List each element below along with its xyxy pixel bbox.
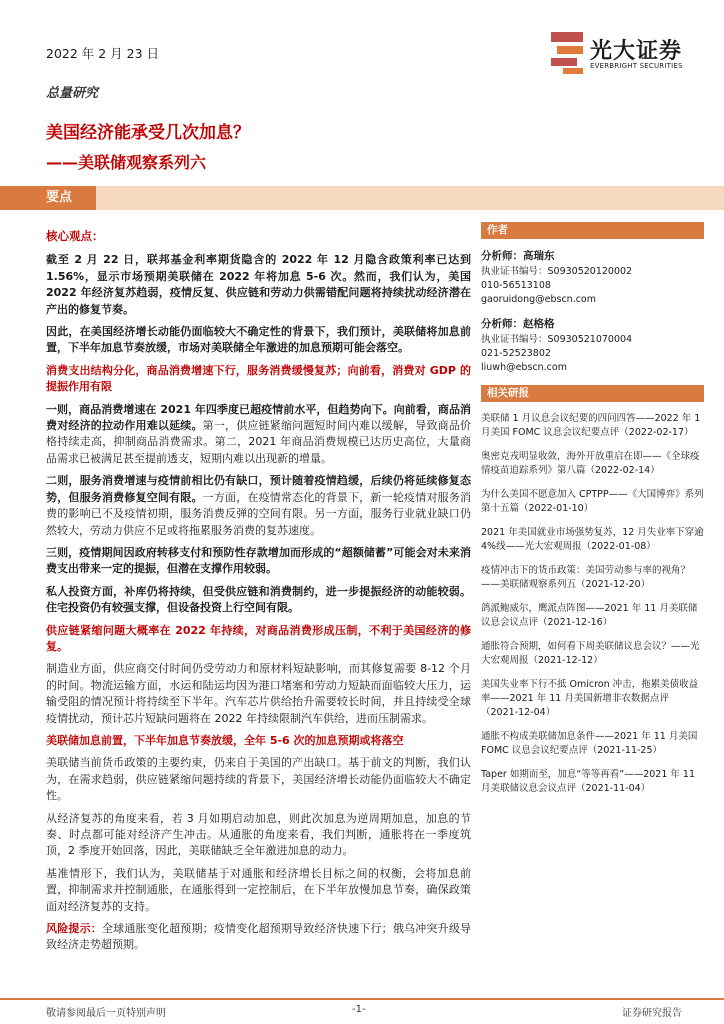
related-report-link[interactable]: 2021 年美国就业市场强势复苏，12 月失业率下穿逾 4%线——光大宏观周报（2022-01-08） — [481, 527, 704, 552]
authors-heading: 作者 — [481, 222, 704, 239]
report-subtitle: ——美联储观察系列六 — [46, 153, 207, 172]
para-10: 基准情形下，我们认为，美联储基于对通胀和经济增长目标之间的权衡，会将加息前置，抑制需求并控制通胀，在通胀得到一定控制后，在下半年放慢加息节奏，确保政策面对经济复苏的支持。 — [46, 866, 471, 913]
footer-report-type: 证券研究报告 — [622, 1008, 682, 1019]
heading-3: 美联储加息前置，下半年加息节奏放缓，全年 5-6 次的加息预期或将落空 — [46, 733, 404, 747]
para-2: 因此，在美国经济增长动能仍面临较大不确定性的背景下，我们预计，美联储将加息前置，下半年加息节奏放缓，市场对美联储全年激进的加息预期可能会落空。 — [46, 325, 471, 355]
analyst-name: 分析师：赵格格 — [481, 318, 555, 330]
analyst-cert: 执业证书编号：S0930521070004 — [481, 334, 633, 345]
related-report-link[interactable]: Taper 如期而至，加息“等等再看”——2021 年 11 月美联储议息会议点评（2021-11-04） — [481, 769, 696, 794]
para-4: 二则，服务消费增速与疫情前相比仍有缺口，预计随着疫情趋缓，后续仍将延续修复态势，但服务消费修复空间有限。一方面，在疫情常态化的背景下，新一轮疫情对服务消费的影响已不及疫情初期，服务消费反弹的空间有限。另一方面，服务行业就业缺口仍然较大，劳动力供应不足或将拖累服务消费的复苏速度。 — [46, 474, 472, 537]
footer-disclaimer[interactable]: 敬请参阅最后一页特别声明 — [46, 1008, 166, 1019]
heading-1: 消费支出结构分化，商品消费增速下行，服务消费缓慢复苏；向前看，消费对 GDP 的提振作用有限 — [46, 363, 471, 394]
para-3: 一则，商品消费增速在 2021 年四季度已超疫情前水平，但趋势向下。向前看，商品消费对经济的拉动作用难以延续。第一，供应链紧缩问题短时间内难以缓解，导致商品价格持续走高，抑制商品消费需求。第二，2021 年商品消费规模已达历史高位，大量商品需求已被满足甚至提前透支，短期内难以出现新的增量。 — [46, 402, 472, 465]
para-6: 私人投资方面，补库仍将持续，但受供应链和消费制约，进一步提振经济的动能较弱。住宅投资仍有较强支撑，但设备投资上行空间有限。 — [46, 584, 471, 615]
section-label: 要点 — [0, 186, 96, 210]
section-band — [0, 186, 724, 210]
related-report-link[interactable]: 通胀符合预期，如何看下周美联储议息会议？——光大宏观周报（2021-12-12） — [481, 641, 700, 666]
side-column — [481, 222, 704, 806]
related-report-link[interactable]: 鸽派鲍威尔，鹰派点阵图——2021 年 11 月美联储议息会议点评（2021-12-16） — [481, 603, 698, 628]
analyst-2 — [481, 317, 704, 375]
related-report-link[interactable]: 奥密克戎明显收敛，海外开放重启在即——《全球疫情疫苗追踪系列》第八篇（2022-02-14） — [481, 451, 700, 476]
analyst-phone: 021-52523802 — [481, 348, 551, 359]
analyst-name: 分析师：高瑞东 — [481, 250, 555, 262]
heading-2: 供应链紧缩问题大概率在 2022 年持续，对商品消费形成压制，不利于美国经济的修复。 — [46, 623, 471, 653]
related-report-link[interactable]: 美联储 1 月议息会议纪要的四问四答——2022 年 1 月美国 FOMC 议息会议纪要点评（2022-02-17） — [481, 413, 701, 438]
report-date: 2022 年 2 月 23 日 — [46, 46, 160, 61]
footer-divider — [0, 998, 724, 1000]
analyst-1 — [481, 249, 704, 307]
report-type: 总量研究 — [46, 86, 99, 101]
analyst-phone: 010-56513108 — [481, 280, 551, 291]
core-label: 核心观点： — [46, 229, 104, 243]
logo-text-en: EVERBRIGHT SECURITIES — [590, 62, 683, 70]
related-report-link[interactable]: 美国失业率下行不抵 Omicron 冲击，拖累美债收益率——2021 年 11 月美国新增非农数据点评（2021-12-04） — [481, 679, 699, 718]
para-5: 三则，疫情期间因政府转移支付和预防性存款增加而形成的“超额储蓄”可能会对未来消费支出带来一定的提振，但潜在支撑作用较弱。 — [46, 545, 471, 576]
related-heading: 相关研报 — [481, 385, 704, 402]
related-report-link[interactable]: 通胀不构成美联储加息条件——2021 年 11 月美国 FOMC 议息会议纪要点评（2021-11-25） — [481, 731, 698, 756]
para-9: 从经济复苏的角度来看，若 3 月如期启动加息，则此次加息为逆周期加息，加息的节奏、时点都可能对经济产生冲击。从通胀的角度来看，我们判断，通胀将在一季度筑顶，2 季度开始回落，因此，美联储缺乏全年激进加息的动力。 — [46, 811, 471, 858]
para-8: 美联储当前货币政策的主要约束，仍来自于美国的产出缺口。基于前文的判断，我们认为，在需求趋弱，供应链紧缩问题持续的背景下，美国经济增长动能仍面临较大不确定性。 — [46, 756, 471, 803]
analyst-cert: 执业证书编号：S0930520120002 — [481, 266, 633, 277]
page-number: -1- — [352, 1004, 366, 1015]
main-column — [46, 228, 471, 960]
related-report-link[interactable]: 为什么美国不愿意加入 CPTPP——《大国博弈》系列第十五篇（2022-01-10） — [481, 489, 704, 514]
report-title: 美国经济能承受几次加息？ — [46, 123, 250, 143]
risk-note: 风险提示：全球通胀变化超预期；疫情变化超预期导致经济快速下行；俄乌冲突升级导致经济走势超预期。 — [46, 922, 472, 952]
logo-text: 光大证券 — [590, 39, 683, 64]
para-7: 制造业方面，供应商交付时间仍受劳动力和原材料短缺影响，而其修复需要 8-12 个月的时间。物流运输方面，水运和陆运均因为港口堵塞和劳动力短缺而面临较大压力，运输受阻的情况预计将持续至下半年。汽车芯片供给抬升需要较长时间，并且持续受全球疫情扰动，预计芯片短缺问题将在 2022 年持续限制汽车供给，进而压制需求。 — [46, 662, 471, 725]
para-1: 截至 2 月 22 日，联邦基金利率期货隐含的 2022 年 12 月隐含政策利率已达到 1.56%，显示市场预期美联储在 2022 年将加息 5-6 次。然而，我们认为，美国 2022 年经济复苏趋弱，疫情反复、供应链和劳动力供需错配问题将持续扰动经济潜在产出的修复节奏。 — [46, 253, 471, 316]
everbright-logo-icon — [551, 32, 583, 74]
related-report-link[interactable]: 疫情冲击下的货币政策：美国劳动参与率的视角？——美联储观察系列五（2021-12-20） — [481, 565, 691, 590]
analyst-email[interactable]: liuwh@ebscn.com — [481, 362, 567, 373]
analyst-email[interactable]: gaoruidong@ebscn.com — [481, 294, 597, 305]
